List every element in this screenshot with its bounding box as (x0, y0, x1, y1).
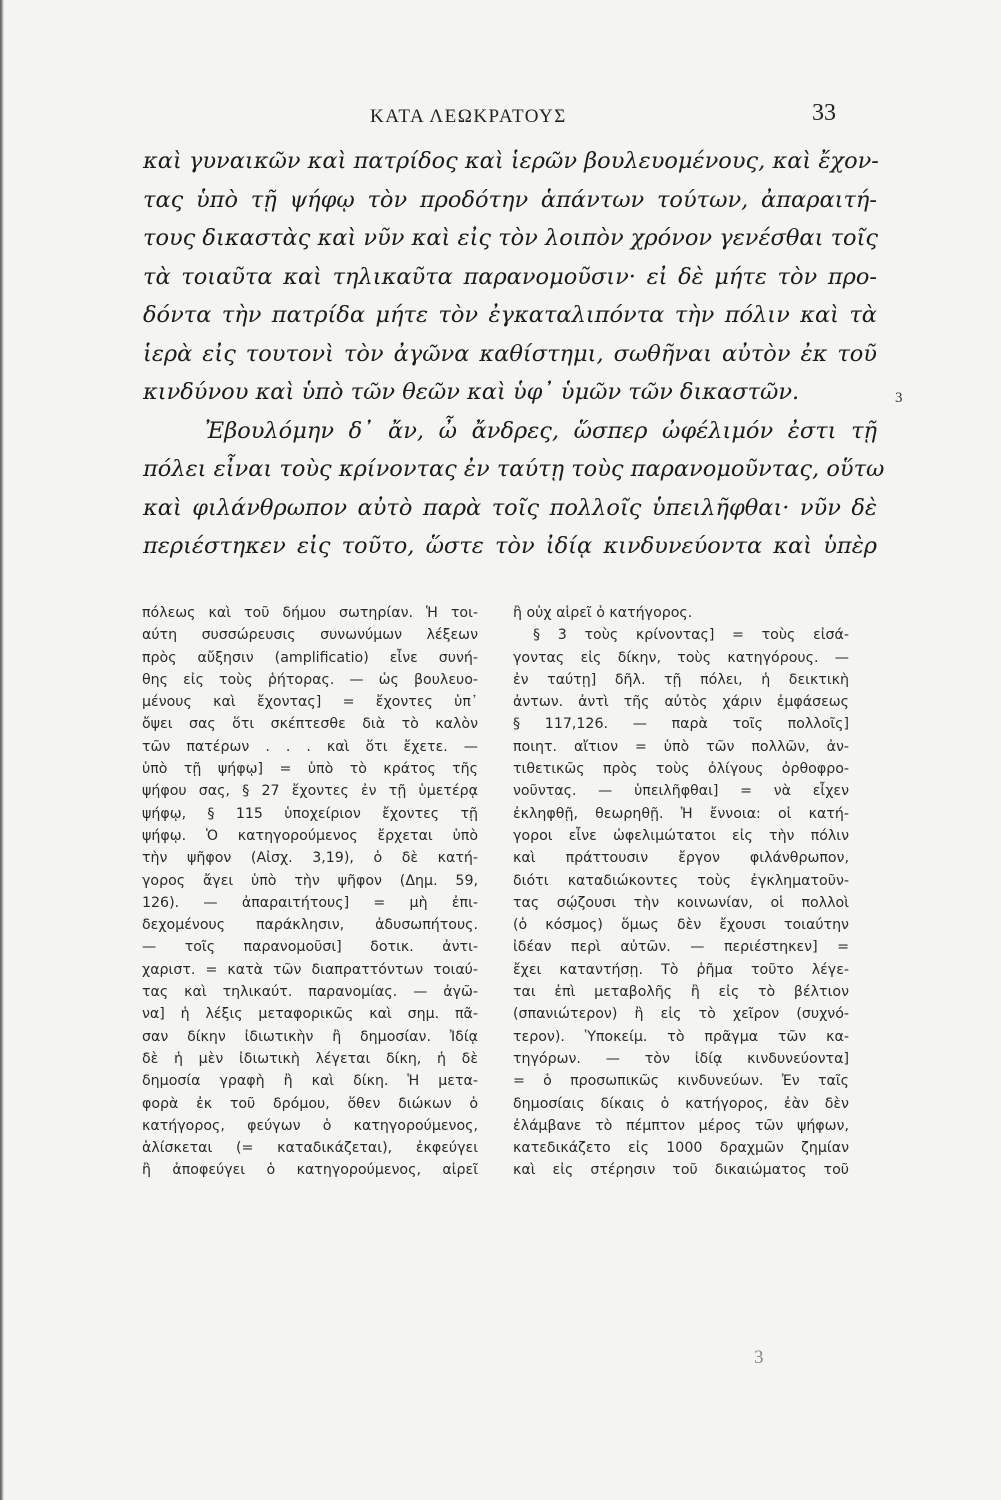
section-marker: 3 (895, 390, 903, 406)
notes-right-column (513, 602, 849, 1182)
main-line: τὰ τοιαῦτα καὶ τηλικαῦτα παρανομοῦσιν· εἰ δὲ μήτε τὸν προ- (143, 263, 877, 290)
note-line: γορος ἄγει ὑπὸ τὴν ψῆφον (Δημ. 59, (142, 872, 478, 889)
page-number: 33 (812, 100, 836, 126)
note-line: κατήγορος, φεύγων ὁ κατηγορούμενος, (142, 1117, 478, 1134)
note-line: να] ἡ λέξις μεταφορικῶς καὶ σημ. πᾶ- (142, 1006, 478, 1023)
note-line: 126). — ἀπαραιτήτους] = μὴ ἐπι- (142, 894, 478, 911)
note-line: δεχομένους παράκλησιν, ἀδυσωπήτους. (142, 917, 478, 934)
note-line: ποιητ. αἴτιον = ὑπὸ τῶν πολλῶν, ἀν- (513, 738, 849, 755)
note-line: § 117,126. — παρὰ τοῖς πολλοῖς] (513, 716, 849, 733)
note-line: ἁλίσκεται (= καταδικάζεται), ἐκφεύγει (142, 1140, 478, 1157)
note-line: τῶν πατέρων . . . καὶ ὅτι ἔχετε. — (142, 738, 478, 755)
running-head (0, 100, 1001, 130)
note-line: νοῦντας. — ὑπειλῆφθαι] = νὰ εἶχεν (513, 783, 849, 800)
note-line: — τοῖς παρανομοῦσι] δοτικ. ἀντι- (142, 939, 478, 956)
note-line: φορὰ ἐκ τοῦ δρόμου, ὅθεν διώκων ὁ (142, 1095, 478, 1112)
note-line: μένους καὶ ἔχοντας] = ἔχοντες ὑπ᾽ (142, 694, 478, 711)
note-line: καὶ εἰς στέρησιν τοῦ δικαιώματος τοῦ (513, 1162, 849, 1179)
main-text (143, 142, 885, 566)
notes-left-column (142, 602, 478, 1182)
note-line: ἐν ταύτῃ] δῆλ. τῇ πόλει, ἡ δεικτικὴ (513, 671, 849, 688)
note-line: τας καὶ τηλικαύτ. παρανομίας. — ἀγῶ- (142, 984, 478, 1001)
main-line: περιέστηκεν εἰς τοῦτο, ὥστε τὸν ἰδίᾳ κινδυνεύοντα καὶ ὑπὲρ (143, 533, 877, 559)
running-title: ΚΑΤΑ ΛΕΩΚΡΑΤΟΥΣ (370, 106, 567, 127)
note-line: ἐλάμβανε τὸ πέμπτον μέρος τῶν ψήφων, (513, 1117, 849, 1134)
note-line: καὶ πράττουσιν ἔργον φιλάνθρωπον, (513, 850, 849, 867)
note-line: = ὁ προσωπικῶς κινδυνεύων. Ἐν ταῖς (513, 1073, 849, 1090)
main-line: καὶ γυναικῶν καὶ πατρίδος καὶ ἱερῶν βουλευομένους, καὶ ἔχον- (143, 148, 879, 174)
note-line: τας σῴζουσι τὴν κοινωνίαν, οἱ πολλοὶ (513, 894, 849, 911)
main-line: ἱερὰ εἰς τουτονὶ τὸν ἀγῶνα καθίστημι, σωθῆναι αὐτὸν ἐκ τοῦ (143, 340, 877, 367)
note-line: ἔχει καταντήσῃ. Τὸ ῥῆμα τοῦτο λέγε- (513, 961, 849, 978)
signature-mark: 3 (754, 1347, 764, 1368)
note-line: τὴν ψῆφον (Αἰσχ. 3,19), ὁ δὲ κατή- (142, 850, 478, 867)
note-line: ἢ ἀποφεύγει ὁ κατηγορούμενος, αἱρεῖ (142, 1162, 478, 1179)
note-line: θης εἰς τοὺς ῥήτορας. — ὡς βουλευο- (142, 671, 478, 688)
note-line: ἰδέαν περὶ αὐτῶν. — περιέστηκεν] = (513, 939, 849, 956)
note-line: διότι καταδιώκοντες τοὺς ἐγκληματοῦν- (513, 872, 849, 889)
note-line: ψήφῳ, § 115 ὑποχείριον ἔχοντες τῇ (142, 805, 478, 822)
note-line: τερον). Ὑποκείμ. τὸ πρᾶγμα τῶν κα- (513, 1028, 849, 1045)
main-line: τας ὑπὸ τῇ ψήφῳ τὸν προδότην ἁπάντων τούτων, ἀπαραιτή- (143, 186, 877, 213)
note-line: τηγόρων. — τὸν ἰδίᾳ κινδυνεύοντα] (513, 1050, 849, 1067)
note-line: αύτη συσσώρευσις συνωνύμων λέξεων (142, 627, 478, 644)
note-line: ψήφῳ. Ὁ κατηγορούμενος ἔρχεται ὑπὸ (142, 827, 478, 844)
note-line: πόλεως καὶ τοῦ δήμου σωτηρίαν. Ἡ τοι- (142, 605, 478, 621)
main-line: Ἐβουλόμην δ᾽ ἄν, ὦ ἄνδρες, ὥσπερ ὠφέλιμόν ἐστι τῇ (205, 417, 877, 444)
note-line: κατεδικάζετο εἰς 1000 δραχμῶν ζημίαν (513, 1140, 849, 1157)
main-line: δόντα τὴν πατρίδα μήτε τὸν ἐγκαταλιπόντα τὴν πόλιν καὶ τὰ (143, 302, 877, 328)
main-line: καὶ φιλάνθρωπον αὐτὸ παρὰ τοῖς πολλοῖς ὑπειλῆφθαι· νῦν δὲ (143, 494, 877, 521)
note-line: ὄψει σας ὅτι σκέπτεσθε διὰ τὸ καλὸν (142, 716, 478, 733)
note-line: ἀντων. ἀντὶ τῆς αὐτὸς χάριν ἐμφάσεως (513, 694, 849, 711)
note-line: δημοσίαις δίκαις ὁ κατήγορος, ἐὰν δὲν (513, 1095, 849, 1112)
note-line: πρὸς αὔξησιν (amplificatio) εἶνε συνή- (142, 649, 478, 666)
page-edge-shadow (0, 0, 4, 1500)
note-line: ἐκληφθῇ, θεωρηθῇ. Ἡ ἔννοια: οἱ κατή- (513, 805, 849, 822)
note-line: δημοσία γραφὴ ἢ καὶ δίκη. Ἡ μετα- (142, 1073, 478, 1090)
note-line: δὲ ἡ μὲν ἰδιωτικὴ λέγεται δίκη, ἡ δὲ (142, 1050, 478, 1067)
note-line: γοντας εἰς δίκην, τοὺς κατηγόρους. — (513, 649, 849, 666)
note-line: γοροι εἶνε ὠφελιμώτατοι εἰς τὴν πόλιν (513, 827, 849, 844)
note-line: § 3 τοὺς κρίνοντας] = τοὺς εἰσά- (533, 627, 849, 644)
note-line: ἢ οὐχ αἱρεῖ ὁ κατήγορος. (513, 605, 693, 621)
note-line: χαριστ. = κατὰ τῶν διαπραττόντων τοιαύ- (142, 961, 478, 978)
main-line: τους δικαστὰς καὶ νῦν καὶ εἰς τὸν λοιπὸν χρόνον γενέσθαι τοῖς (143, 225, 879, 251)
note-line: (σπανιώτερον) ἢ εἰς τὸ χεῖρον (συχνό- (513, 1006, 849, 1023)
main-line: κινδύνου καὶ ὑπὸ τῶν θεῶν καὶ ὑφ᾽ ὑμῶν τῶν δικαστῶν. (143, 379, 800, 405)
main-line: πόλει εἶναι τοὺς κρίνοντας ἐν ταύτῃ τοὺς παρανομοῦντας, οὕτω (143, 456, 885, 482)
note-line: (ὁ κόσμος) ὅμως δὲν ἔχουσι τοιαύτην (513, 917, 849, 934)
note-line: ψήφου σας, § 27 ἔχοντες ἐν τῇ ὑμετέρᾳ (142, 783, 478, 800)
note-line: σαν δίκην ἰδιωτικὴν ἢ δημοσίαν. Ἰδίᾳ (142, 1028, 478, 1045)
note-line: ὑπὸ τῇ ψήφῳ] = ὑπὸ τὸ κράτος τῆς (142, 761, 478, 778)
note-line: τιθετικῶς πρὸς τοὺς ὀλίγους ὀρθοφρο- (513, 761, 849, 778)
note-line: ται ἐπὶ μεταβολῆς ἢ εἰς τὸ βέλτιον (513, 984, 849, 1001)
